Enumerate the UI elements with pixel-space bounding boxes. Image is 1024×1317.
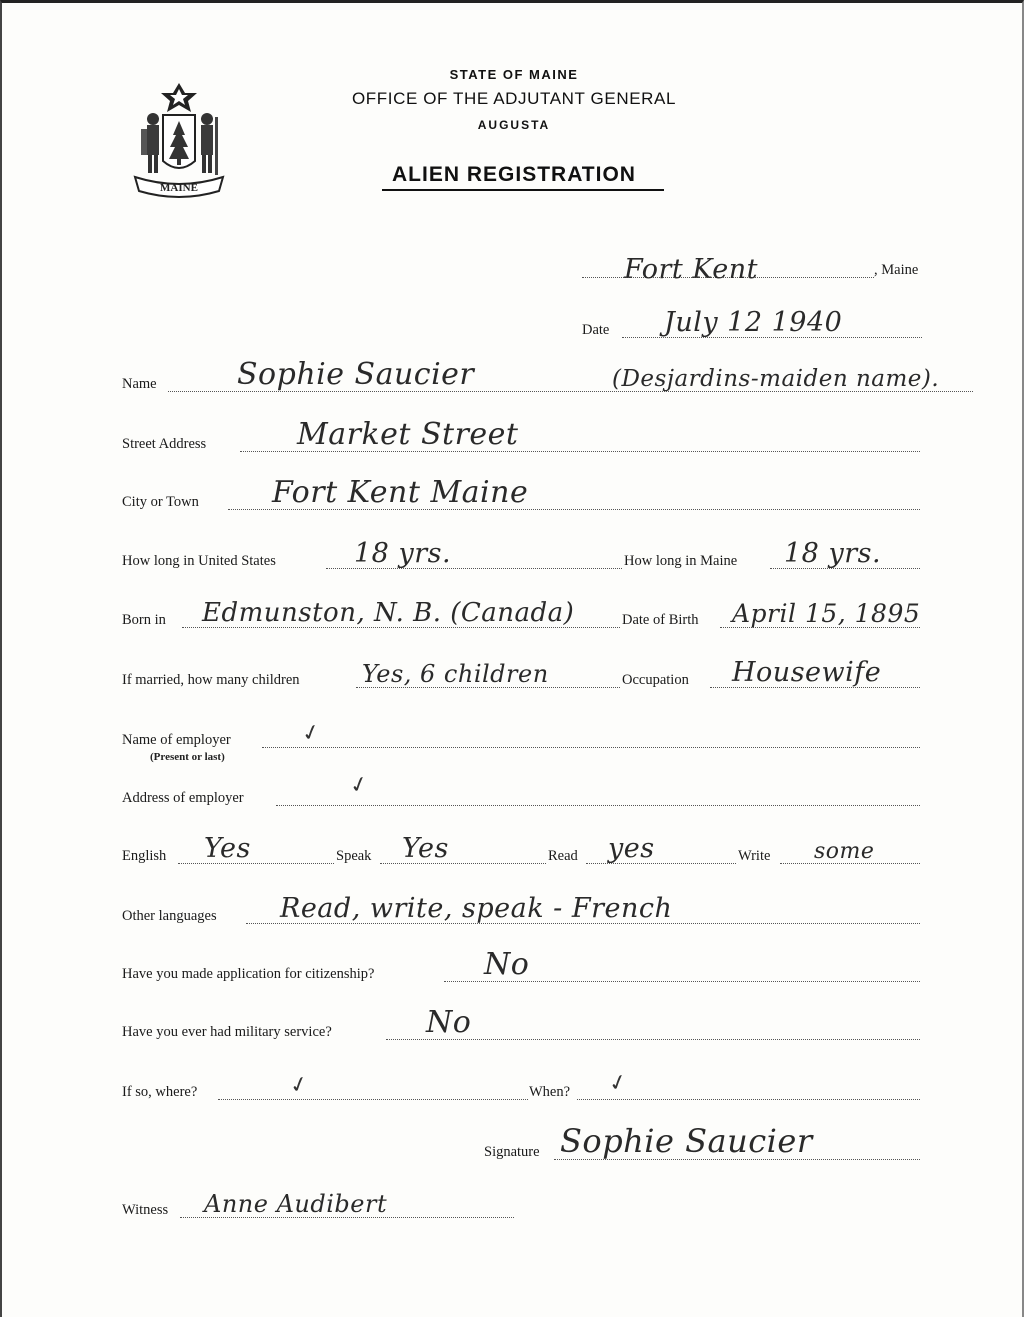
signature-label: Signature [484,1144,540,1160]
children-value: Yes, 6 children [362,660,549,688]
witness-field[interactable] [122,1190,516,1223]
street-address-value: Market Street [297,417,519,452]
write-value: some [814,839,875,864]
town-value: Fort Kent [624,254,759,285]
military-field[interactable] [122,1005,922,1045]
born-in-label: Born in [122,612,166,628]
read-label: Read [548,848,578,864]
children-label: If married, how many children [122,672,300,688]
date-of-birth-label: Date of Birth [622,612,699,628]
name-label: Name [122,376,157,392]
date-value: July 12 1940 [664,307,843,338]
occupation-label: Occupation [622,672,689,688]
date-field[interactable] [582,307,927,343]
name-value: Sophie Saucier [237,357,475,392]
office-heading: OFFICE OF THE ADJUTANT GENERAL [351,89,677,108]
service-when-checkmark: ✓ [606,1069,631,1098]
employer-name-field[interactable] [122,719,922,753]
military-value: No [426,1005,472,1040]
seal-text: MAINE [160,182,198,194]
employer-address-field[interactable] [122,771,922,811]
date-label: Date [582,322,610,338]
city-heading: AUGUSTA [477,118,551,132]
born-in-field[interactable] [122,598,622,633]
employer-address-label: Address of employer [122,790,244,806]
service-when-label: When? [529,1084,571,1100]
english-value: Yes [204,833,251,864]
name-note: (Desjardins-maiden name). [612,366,940,392]
citizenship-value: No [484,947,530,982]
witness-value: Anne Audibert [204,1190,388,1218]
city-label: City or Town [122,494,199,510]
employer-name-label: Name of employer [122,732,231,748]
name-field[interactable] [122,357,982,397]
city-field[interactable] [122,475,922,515]
street-address-field[interactable] [122,417,922,457]
city-value: Fort Kent Maine [272,475,529,510]
signature-value: Sophie Saucier [560,1122,813,1160]
english-label: English [122,848,167,864]
write-label: Write [738,848,771,864]
other-languages-value: Read, write, speak - French [280,893,673,924]
other-languages-field[interactable] [122,893,922,929]
witness-label: Witness [122,1202,169,1218]
how-long-us-field[interactable] [122,538,622,574]
occupation-value: Housewife [732,657,882,688]
children-field[interactable] [122,660,622,693]
english-field[interactable] [122,833,334,869]
date-of-birth-value: April 15, 1895 [732,599,921,628]
how-long-maine-label: How long in Maine [624,553,738,569]
read-value: yes [608,833,655,864]
how-long-us-label: How long in United States [122,553,276,569]
service-where-checkmark: ✓ [287,1071,312,1100]
citizenship-label: Have you made application for citizenship? [122,966,375,982]
born-in-value: Edmunston, N. B. (Canada) [202,598,575,628]
occupation-field[interactable] [622,657,922,693]
employer-name-sublabel: (Present or last) [150,751,225,763]
town-field[interactable] [582,253,927,283]
form-title: ALIEN REGISTRATION [392,163,636,186]
employer-name-checkmark: ✓ [299,719,324,748]
how-long-maine-field[interactable] [624,538,922,574]
speak-value: Yes [402,833,449,864]
town-label: , Maine [874,262,919,278]
service-where-field[interactable] [122,1071,528,1105]
citizenship-field[interactable] [122,947,922,987]
speak-field[interactable] [336,833,546,869]
how-long-us-value: 18 yrs. [354,538,452,569]
read-field[interactable] [548,833,736,869]
state-heading: STATE OF MAINE [449,67,579,82]
military-label: Have you ever had military service? [122,1024,332,1040]
street-address-label: Street Address [122,436,207,452]
write-field[interactable] [738,839,922,869]
service-where-label: If so, where? [122,1084,198,1100]
speak-label: Speak [336,848,372,864]
signature-field[interactable] [484,1122,922,1165]
service-when-field[interactable] [529,1069,922,1105]
other-languages-label: Other languages [122,908,217,924]
employer-address-checkmark: ✓ [347,771,372,800]
title-underline [382,189,664,191]
how-long-maine-value: 18 yrs. [784,538,882,569]
date-of-birth-field[interactable] [622,599,922,633]
